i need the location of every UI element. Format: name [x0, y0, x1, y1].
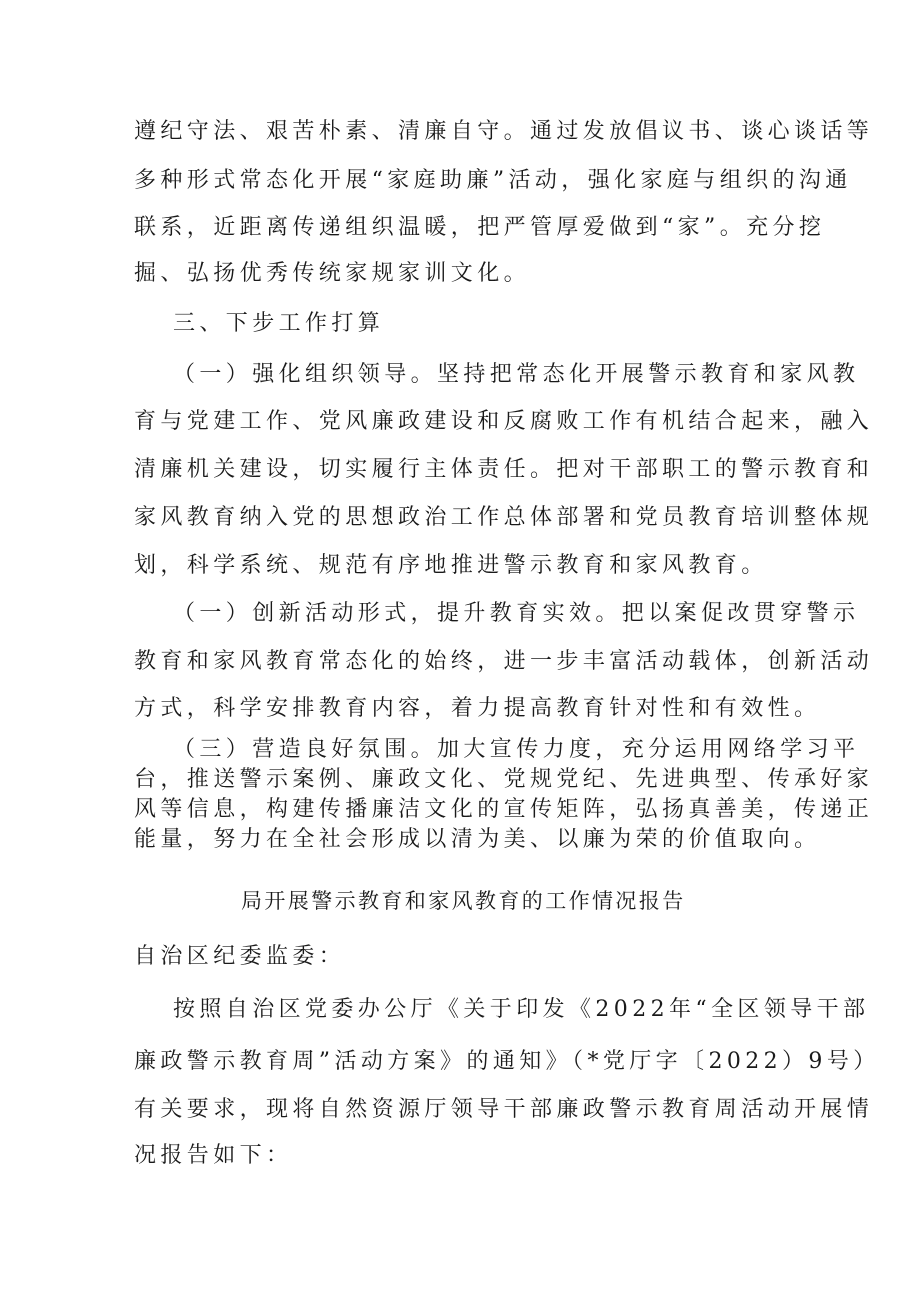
- text-line: 方式，科学安排教育内容，着力提高教育针对性和有效性。: [134, 696, 821, 721]
- text-line: 联系，近距离传递组织温暖，把严管厚爱做到“家”。充分挖: [134, 215, 826, 240]
- text-line: 育与党建工作、党风廉政建设和反腐败工作有机结合起来，融入: [134, 409, 874, 434]
- report-title: 局开展警示教育和家风教育的工作情况报告: [241, 889, 686, 913]
- text-line: 风等信息，构建传播廉洁文化的宣传矩阵，弘扬真善美，传递正: [134, 797, 874, 822]
- text-line: 有关要求，现将自然资源厅领导干部廉政警示教育周活动开展情: [134, 1097, 874, 1122]
- text-line: （一）强化组织领导。坚持把常态化开展警示教育和家风教: [173, 362, 860, 387]
- text-line: 廉政警示教育周”活动方案》的通知》（*党厅字〔2022）9号）: [134, 1049, 880, 1074]
- text-line: 况报告如下：: [134, 1143, 293, 1168]
- text-line: 能量，努力在全社会形成以清为美、以廉为荣的价值取向。: [134, 827, 821, 852]
- text-line: 教育和家风教育常态化的始终，进一步丰富活动载体，创新活动: [134, 649, 874, 674]
- text-line: 多种形式常态化开展“家庭助廉”活动，强化家庭与组织的沟通: [134, 168, 852, 193]
- text-line: 划，科学系统、规范有序地推进警示教育和家风教育。: [134, 553, 768, 578]
- text-line: （一）创新活动形式，提升教育实效。把以案促改贯穿警示: [173, 601, 860, 626]
- text-line: （三）营造良好氛围。加大宣传力度，充分运用网络学习平: [173, 737, 860, 762]
- text-line: 清廉机关建设，切实履行主体责任。把对干部职工的警示教育和: [134, 457, 874, 482]
- section-heading: 三、下步工作打算: [173, 311, 385, 336]
- text-line: 遵纪守法、艰苦朴素、清廉自守。通过发放倡议书、谈心谈话等: [134, 119, 874, 144]
- text-line: 家风教育纳入党的思想政治工作总体部署和党员教育培训整体规: [134, 505, 874, 530]
- text-line: 台，推送警示案例、廉政文化、党规党纪、先进典型、传承好家: [134, 767, 874, 792]
- text-line: 按照自治区党委办公厅《关于印发《2022年“全区领导干部: [173, 997, 870, 1022]
- addressee: 自治区纪委监委：: [134, 944, 346, 969]
- text-line: 掘、弘扬优秀传统家规家训文化。: [134, 261, 531, 286]
